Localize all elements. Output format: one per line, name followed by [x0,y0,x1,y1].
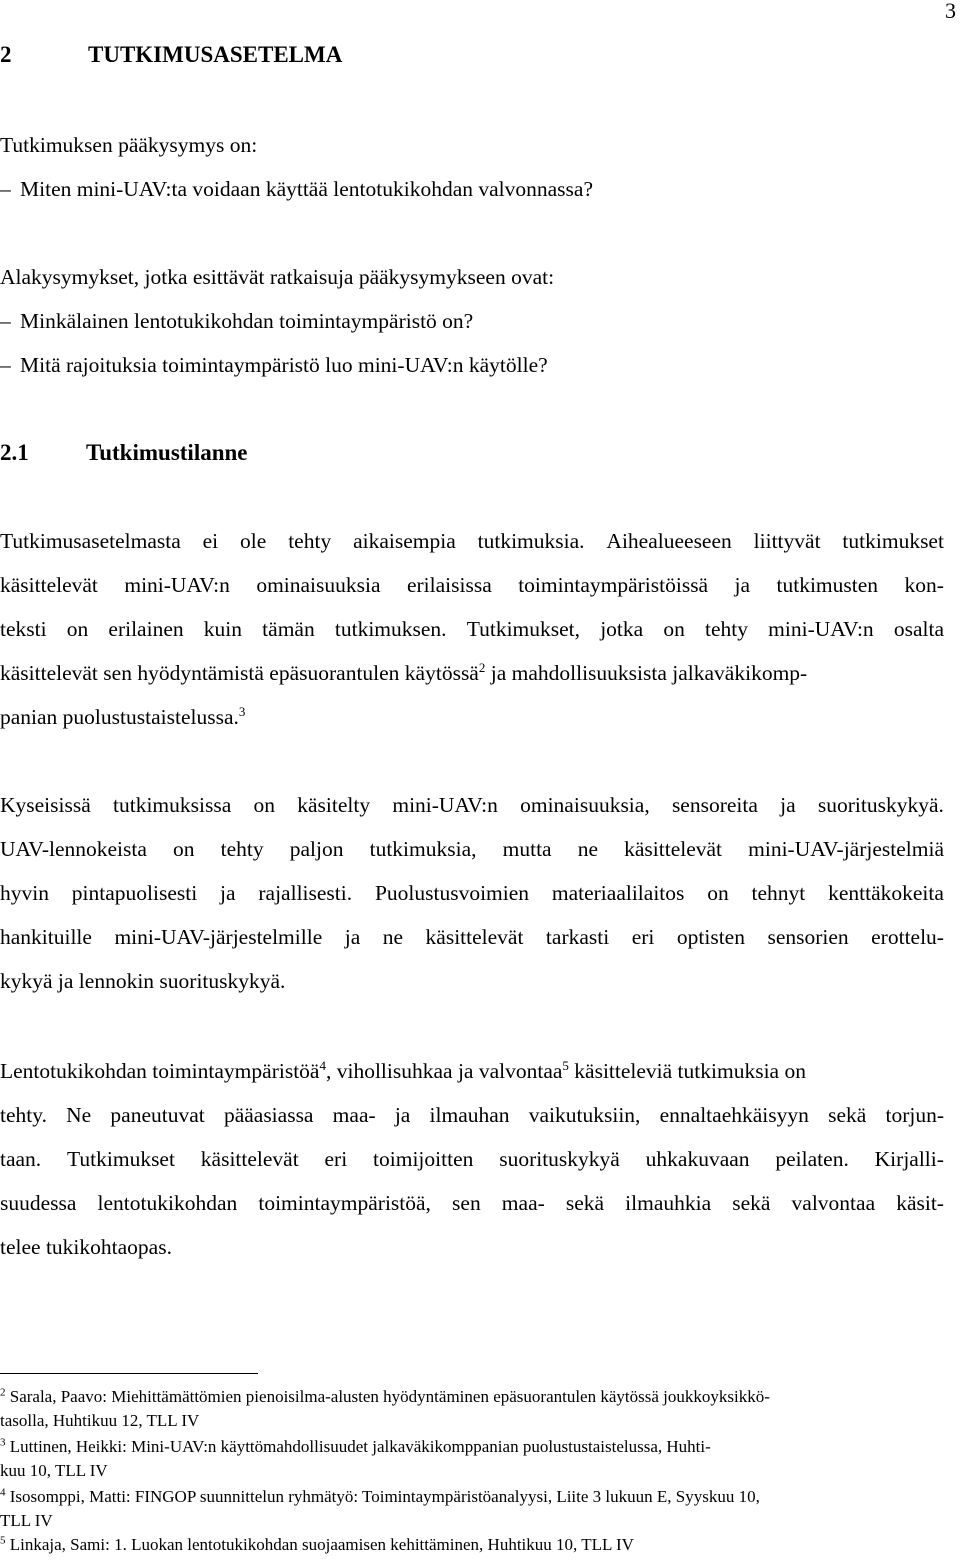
footnote-continuation: tasolla, Huhtikuu 12, TLL IV [0,1411,200,1430]
sub-question-item [0,350,548,380]
research-question-text: Miten mini-UAV:ta voidaan käyttää lentotukikohdan valvonnassa? [20,177,594,201]
paragraph-text: käsitteleviä tutkimuksia on [568,1059,806,1083]
footnote-number: 3 [0,1436,6,1449]
paragraph-text: , vihollisuhkaa ja valvontaa [325,1059,563,1083]
sub-question-item [0,306,473,336]
paragraph-line: Kyseisissä tutkimuksissa on käsitelty mini-UAV:n ominaisuuksia, sensoreita ja suorituskykyä. [0,793,944,817]
paragraph-line: teksti on erilainen kuin tämän tutkimuksen. Tutkimukset, jotka on tehty mini-UAV:n osalta [0,617,944,641]
section-number: 2.1 [0,440,29,465]
footnote-ref[interactable]: 3 [238,703,246,719]
paragraph-line: suudessa lentotukikohdan toimintaympäristöä, sen maa- sekä ilmauhkia sekä valvontaa käsit- [0,1191,944,1215]
paragraph-line [0,658,807,688]
paragraph-line [0,702,245,732]
footnote-ref[interactable]: 2 [478,659,486,675]
list-dash: – [0,309,11,333]
research-question [0,174,593,204]
footnote [0,1486,760,1508]
paragraph-line: hyvin pintapuolisesti ja rajallisesti. Puolustusvoimien materiaalilaitos on tehnyt kenttäkokeita [0,881,944,905]
paragraph-line: telee tukikohtaopas. [0,1235,172,1259]
footnote-ref[interactable]: 4 [319,1057,326,1073]
footnote-separator [0,1373,258,1374]
footnote-text: Linkaja, Sami: 1. Luokan lentotukikohdan suojaamisen kehittäminen, Huhtikuu 10, TLL IV [9,1535,634,1554]
chapter-number: 2 [0,42,12,67]
chapter-heading [0,42,342,68]
footnote-text: Sarala, Paavo: Miehittämättömien pienoisilma-alusten hyödyntäminen epäsuorantulen käytössä joukkoyksikkö- [9,1387,770,1406]
footnote-continuation: kuu 10, TLL IV [0,1461,108,1480]
paragraph-line: Tutkimusasetelmasta ei ole tehty aikaisempia tutkimuksia. Aihealueeseen liittyvät tutkimukset [0,529,944,553]
footnote-number: 4 [0,1486,6,1499]
footnote-text: Luttinen, Heikki: Mini-UAV:n käyttömahdollisuudet jalkaväkikomppanian puolustustaistelussa, Huhti- [9,1437,711,1456]
footnote [0,1534,634,1556]
research-question-intro: Tutkimuksen pääkysymys on: [0,133,258,157]
footnote-continuation: TLL IV [0,1511,53,1530]
footnote-ref[interactable]: 5 [562,1057,569,1073]
sub-question-text: Minkälainen lentotukikohdan toimintaympäristö on? [20,309,474,333]
footnote [0,1436,711,1458]
paragraph-line: tehty. Ne paneutuvat pääasiassa maa- ja ilmauhan vaikutuksiin, ennaltaehkäisyyn sekä torjun- [0,1103,944,1127]
sub-question-text: Mitä rajoituksia toimintaympäristö luo mini-UAV:n käytölle? [20,353,548,377]
list-dash: – [0,353,11,377]
paragraph-line: kykyä ja lennokin suorituskykyä. [0,969,286,993]
section-heading [0,440,248,466]
paragraph-line: UAV-lennokeista on tehty paljon tutkimuksia, mutta ne käsittelevät mini-UAV-järjestelmiä [0,837,944,861]
paragraph-line: hankituille mini-UAV-järjestelmille ja ne käsittelevät tarkasti eri optisten sensorien erottelu- [0,925,944,949]
paragraph-line: käsittelevät mini-UAV:n ominaisuuksia erilaisissa toimintaympäristöissä ja tutkimusten kon- [0,573,944,597]
footnote-text: Isosomppi, Matti: FINGOP suunnittelun ryhmätyö: Toimintaympäristöanalyysi, Liite 3 lukuun E, Syyskuu 10, [9,1487,760,1506]
paragraph-line [0,1056,806,1086]
footnote-number: 2 [0,1386,6,1399]
paragraph-text: ja mahdollisuuksista jalkaväkikomp- [485,661,808,685]
footnote-number: 5 [0,1534,6,1547]
chapter-title: TUTKIMUSASETELMA [88,42,343,67]
page-number: 3 [945,0,956,23]
list-dash: – [0,177,11,201]
footnote [0,1386,770,1408]
paragraph-text: käsittelevät sen hyödyntämistä epäsuorantulen käytössä [0,661,479,685]
section-title: Tutkimustilanne [86,440,248,465]
paragraph-line: taan. Tutkimukset käsittelevät eri toimijoitten suorituskykyä uhkakuvaan peilaten. Kirjalli- [0,1147,944,1171]
sub-questions-intro: Alakysymykset, jotka esittävät ratkaisuja pääkysymykseen ovat: [0,265,555,289]
paragraph-text: Lentotukikohdan toimintaympäristöä [0,1059,320,1083]
paragraph-text: panian puolustustaistelussa. [0,705,239,729]
